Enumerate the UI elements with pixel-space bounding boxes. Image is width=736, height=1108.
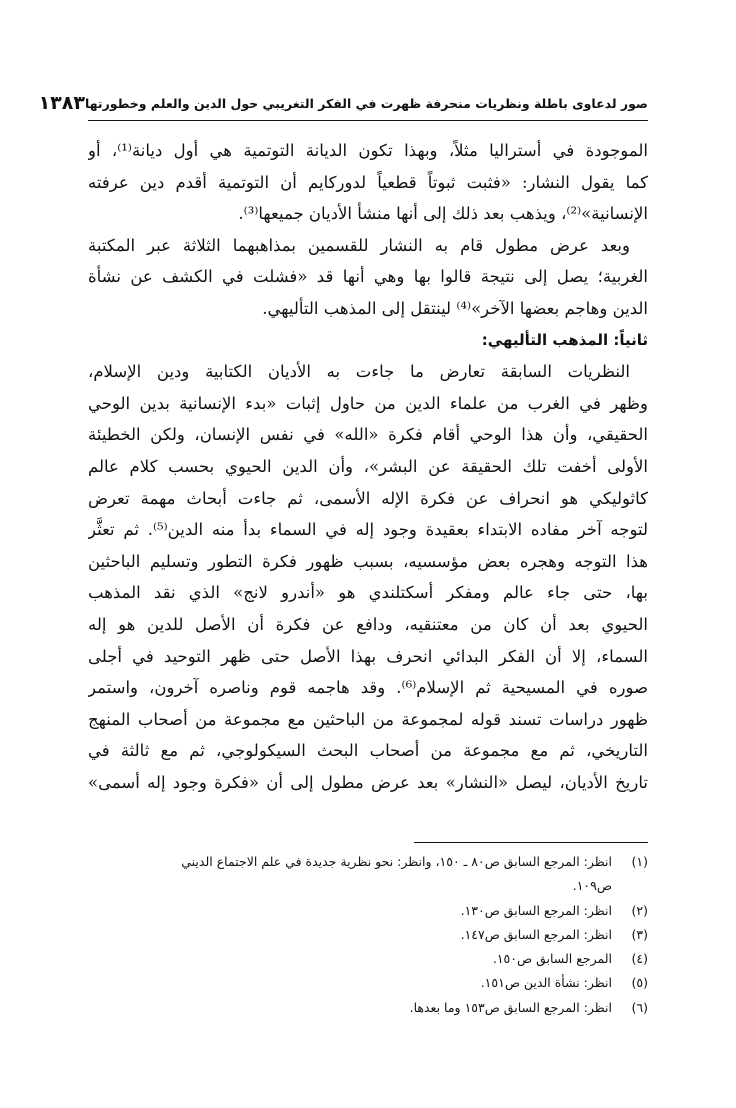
text-line: كاثوليكي هو انحراف عن فكرة الإله الأسمى، ثم جاءت أبحاث مهمة تعرض — [88, 488, 648, 508]
text-line: الموجودة في أستراليا مثلاً، وبهذا تكون الديانة التوتمية هي أول ديانة⁽¹⁾، أو — [88, 141, 648, 160]
section-heading: ثانياً: المذهب التأليهي: — [481, 330, 648, 349]
footnote-text: المرجع السابق ص١٥٠. — [492, 951, 612, 967]
text-line: الحيوي بعد أن كان من معتنقيه، ودافع عن فكرة أن الأصل للدين هو إله — [88, 614, 648, 634]
text-line: هذا التوجه وهجره بعض مؤسسيه، بسبب ظهور فكرة التطور وتسليم الباحثين — [88, 551, 648, 571]
text-line: تاريخ الأديان، ليصل «النشار» بعد عرض مطول إلى أن «فكرة وجود إله أسمى» — [88, 772, 648, 792]
text-line: بها، حتى جاء عالم ومفكر أسكتلندي هو «أندرو لانج» الذي نقد المذهب — [88, 583, 648, 603]
main-text — [88, 135, 648, 798]
page-number: ١٣٨٣ — [38, 92, 85, 114]
footnote — [88, 850, 648, 899]
paragraph-3 — [88, 356, 648, 798]
header-divider — [88, 120, 648, 121]
footnote-text: ص١٠٩. — [572, 878, 612, 894]
footnote-number: (٦) — [631, 999, 648, 1015]
text-line: صوره في المسيحية ثم الإسلام⁽⁶⁾. وقد هاجمه قوم وناصره آخرون، واستمر — [88, 678, 648, 698]
text-line: وظهر في الغرب من علماء الدين من حاول إثبات «بدء الإنسانية بدين الوحي — [88, 393, 648, 413]
text-line: الدين وهاجم بعضها الآخر»⁽⁴⁾ لينتقل إلى المذهب التأليهي. — [262, 298, 648, 318]
text-line: الأولى أخفت تلك الحقيقة عن البشر»، وأن الدين الحيوي بحسب كلام عالم — [88, 456, 648, 476]
text-line: ظهور دراسات تسند قوله لمجموعة من الباحثين مع مجموعة من أصحاب المنهج — [88, 709, 648, 729]
footnote-divider — [414, 842, 648, 843]
footnote-text: انظر: المرجع السابق ص١٣٠. — [460, 902, 612, 918]
footnotes — [88, 850, 648, 1020]
text-line: الحقيقي، وأن هذا الوحي أقام فكرة «الله» في نفس الإنسان، ولكن الخطيئة — [88, 425, 648, 445]
text-line: الغربية؛ يصل إلى نتيجة قالوا بها وهي أنها قد «فشلت في الكشف عن نشأة — [88, 267, 648, 287]
running-header — [38, 88, 648, 118]
paragraph-1 — [88, 135, 648, 230]
text-line: الإنسانية»⁽²⁾، ويذهب بعد ذلك إلى أنها منشأ الأديان جميعها⁽³⁾. — [238, 204, 648, 224]
footnote-text: انظر: المرجع السابق ص٨٠ ـ ١٥٠، وانظر: نحو نظرية جديدة في علم الاجتماع الديني — [181, 854, 612, 869]
footnote-number: (٢) — [631, 902, 648, 918]
paragraph-2 — [88, 230, 648, 325]
text-line: كما يقول النشار: «فثبت ثبوتاً قطعياً لدوركايم أن التوتمية أقدم دين عرفته — [88, 172, 648, 192]
footnote-text: انظر: المرجع السابق ص١٤٧. — [460, 926, 612, 942]
footnote-text: انظر: نشأة الدين ص١٥١. — [480, 975, 612, 991]
footnote — [88, 923, 648, 947]
footnote-number: (٥) — [631, 975, 648, 991]
footnote-number: (٣) — [631, 926, 648, 942]
running-title: صور لدعاوى باطلة ونظريات منحرفة ظهرت في الفكر التغريبي حول الدين والعلم وخطورتها — [84, 95, 648, 111]
footnote — [88, 947, 648, 971]
footnote-text: انظر: المرجع السابق ص١٥٣ وما بعدها. — [409, 999, 612, 1015]
footnote — [88, 971, 648, 995]
text-line: التاريخي، ثم مع مجموعة من أصحاب البحث السيكولوجي، ثم مع ثالثة في — [88, 741, 648, 761]
text-line: السماء، إلا أن الفكر البدائي انحرف بهذا الأصل حتى ظهر التوحيد في أجلى — [88, 646, 648, 666]
footnote — [88, 996, 648, 1020]
footnote — [88, 899, 648, 923]
footnote-number: (٤) — [631, 951, 648, 967]
text-line: لتوجه آخر مفاده الابتداء بعقيدة وجود إله في السماء بدأ منه الدين⁽⁵⁾. ثم تعثَّر — [88, 520, 648, 540]
text-line: النظريات السابقة تعارض ما جاءت به الأديان الكتابية ودين الإسلام، — [88, 362, 630, 382]
text-line: وبعد عرض مطول قام به النشار للقسمين بمذاهبهما الثلاثة عبر المكتبة — [88, 235, 630, 255]
footnote-number: (١) — [631, 854, 648, 869]
